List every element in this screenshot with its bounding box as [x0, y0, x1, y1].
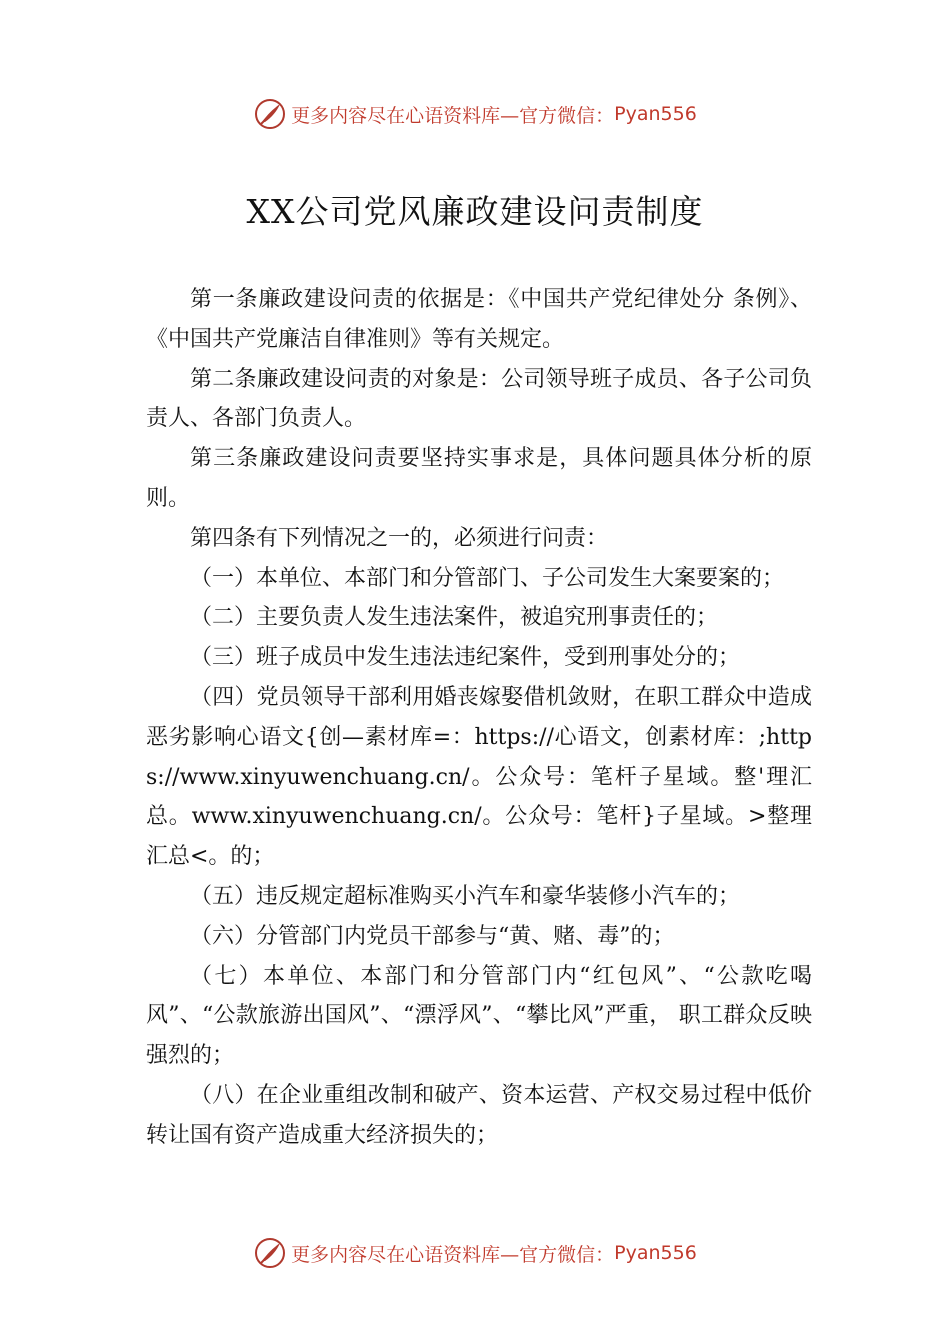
document-title: XX公司党风廉政建设问责制度: [246, 192, 704, 231]
paragraph: 第二条廉政建设问责的对象是：公司领导班子成员、各子公司负责人、各部门负责人。: [146, 366, 812, 432]
feather-pen-seal-icon: [253, 1236, 287, 1270]
paragraph: （五）违反规定超标准购买小汽车和豪华装修小汽车的；: [190, 883, 741, 909]
paragraph: （七）本单位、本部门和分管部门内“红包风”、“公款吃喝风”、“公款旅游出国风”、“漂浮风”、“攀比风”严重， 职工群众反映强烈的；: [146, 963, 812, 1069]
watermark-wechat-id: Pyan556: [614, 1242, 697, 1264]
watermark-wechat-id: Pyan556: [614, 103, 697, 125]
document-body: [146, 280, 812, 1156]
paragraph: 第三条廉政建设问责要坚持实事求是，具体问题具体分析的原则。: [146, 446, 812, 511]
footer-watermark: [0, 1233, 950, 1273]
paragraph: （八）在企业重组改制和破产、资本运营、产权交易过程中低价转让国有资产造成重大经济损失的；: [146, 1082, 812, 1148]
watermark-text: 更多内容尽在心语资料库—官方微信：: [291, 104, 615, 127]
paragraph: （六）分管部门内党员干部参与“黄、赌、毒”的；: [190, 923, 675, 949]
paragraph: （四）党员领导干部利用婚丧嫁娶借机敛财，在职工群众中造成恶劣影响心语文{创—素材库=：https://心语文，创素材库：;https://www.xinyuwenchuang.cn/。公众号：笔杆子星域。整'理汇总。www.xinyuwenchuang.cn/。公众号：笔杆}子星域。>整理汇总<。的；: [146, 684, 812, 870]
paragraph: 第四条有下列情况之一的，必须进行问责：: [190, 525, 609, 551]
feather-pen-seal-icon: [253, 97, 287, 131]
paragraph: 第一条廉政建设问责的依据是：《中国共产党纪律处分 条例》、《中国共产党廉洁自律准则》等有关规定。: [146, 287, 812, 352]
paragraph: （一）本单位、本部门和分管部门、子公司发生大案要案的；: [190, 565, 785, 591]
watermark-text: 更多内容尽在心语资料库—官方微信：: [291, 1243, 615, 1266]
paragraph: （三）班子成员中发生违法违纪案件，受到刑事处分的；: [190, 645, 741, 671]
header-watermark: [0, 94, 950, 134]
paragraph: （二）主要负责人发生违法案件，被追究刑事责任的；: [190, 605, 719, 631]
